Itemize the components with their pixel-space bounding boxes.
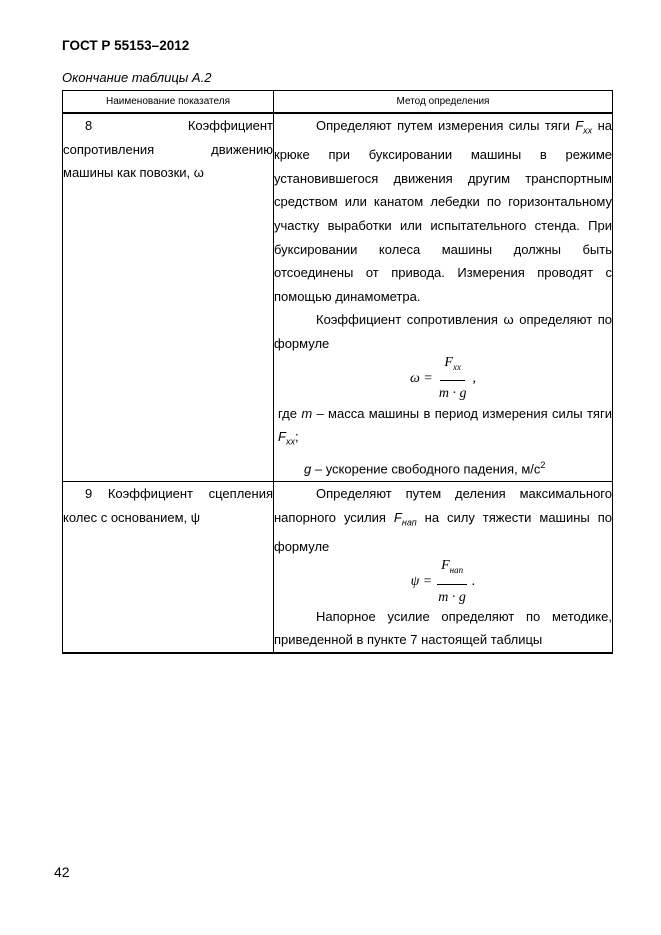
page-number: 42 bbox=[54, 864, 70, 880]
column-header-name: Наименование показателя bbox=[63, 91, 274, 114]
indicator-name: 8 Коэффициент сопротивления движению машины как повозки, ω bbox=[63, 118, 273, 181]
method-cell bbox=[274, 113, 613, 482]
indicator-name: 9 Коэффициент сцепления колес с основанием, ψ bbox=[63, 486, 273, 525]
formula-psi: ψ = $\frac{F_{нап}}{m \cdot g}$ . bbox=[274, 559, 612, 605]
indicator-name-cell bbox=[63, 482, 274, 653]
method-table bbox=[62, 90, 613, 654]
indicator-name-cell bbox=[63, 113, 274, 482]
table-row bbox=[63, 113, 613, 482]
document-code: ГОСТ Р 55153–2012 bbox=[62, 38, 190, 53]
table-caption: Окончание таблицы А.2 bbox=[62, 70, 212, 85]
method-paragraph: Определяют путем деления максимального напорного усилия $F_{нап}$ на силу тяжести машины по формуле bbox=[274, 486, 612, 555]
method-paragraph: Напорное усилие определяют по методике, приведенной в пункте 7 настоящей таблицы bbox=[274, 608, 612, 648]
formula-omega: ω = $\frac{F_{xx}}{m \cdot g}$ , bbox=[274, 356, 612, 402]
method-paragraph: Коэффициент сопротивления ω определяют по формуле bbox=[274, 312, 612, 351]
method-paragraph: Определяют путем измерения силы тяги $F_{xx}$ на крюке при буксировании машины в режиме установившегося движения другим транспортным средством или канатом лебедки по горизонтальному участку выработки или испытательного стенда. При буксировании колеса машины должны быть отсоединены от привода. Измерения проводят с помощью динамометра. bbox=[274, 118, 612, 304]
table-header-row bbox=[63, 91, 613, 114]
formula-legend-m: где m – масса машины в период измерения силы тяги $F_{xx}$; bbox=[278, 405, 612, 447]
method-cell bbox=[274, 482, 613, 653]
formula-legend-g: g – ускорение свободного падения, $м/с^2$ bbox=[304, 460, 546, 477]
column-header-method: Метод определения bbox=[274, 91, 613, 114]
table-row bbox=[63, 482, 613, 653]
